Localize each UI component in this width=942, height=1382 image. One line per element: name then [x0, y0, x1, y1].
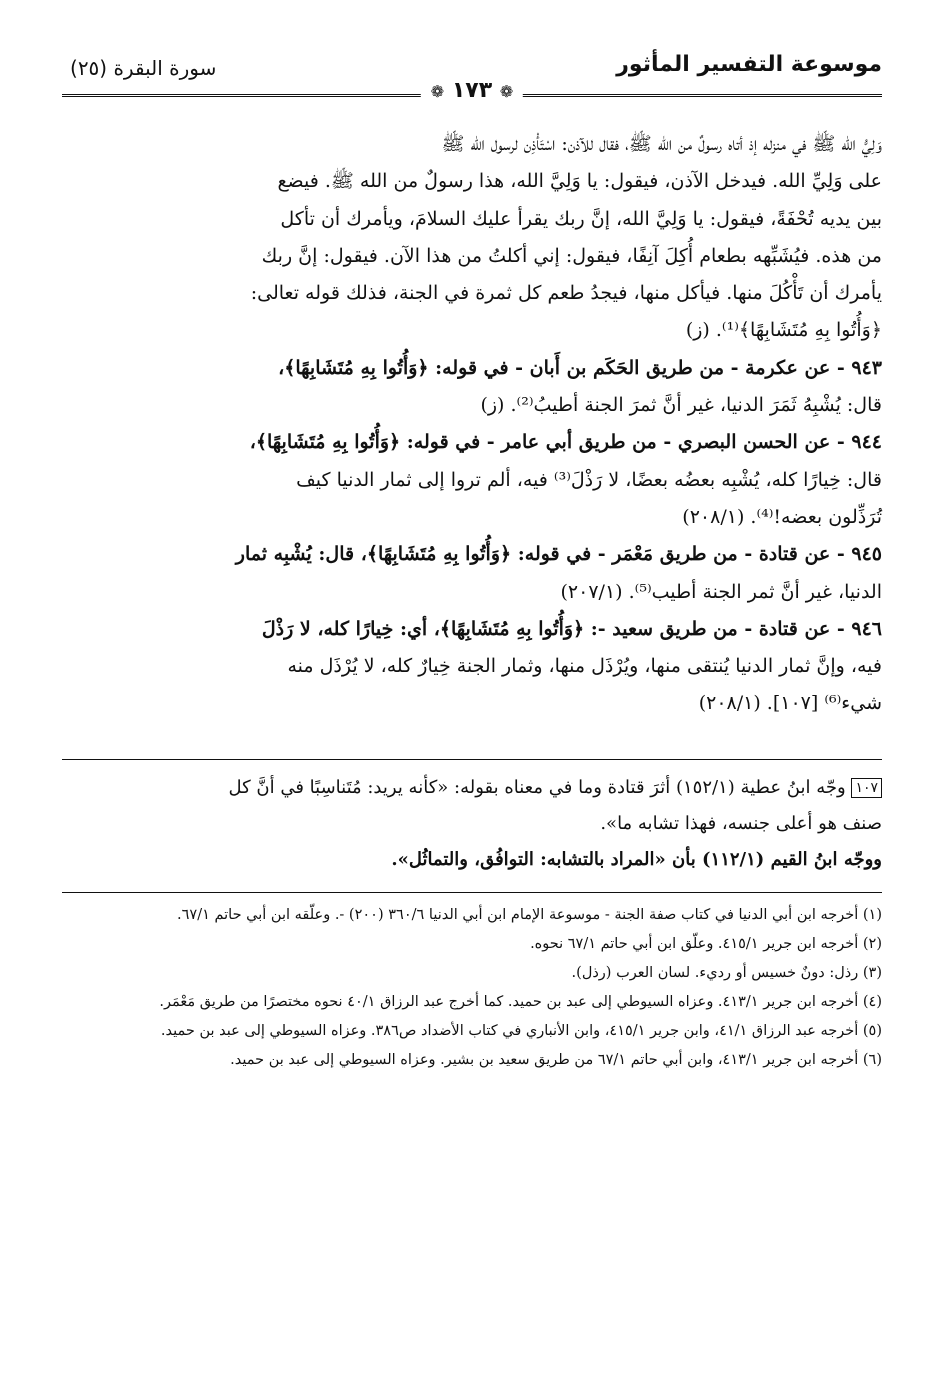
narration-944-line: ٩٤٤ - عن الحسن البصري - من طريق أبي عامر - في قوله: ﴿وَأُتُوا بِهِ مُتَشَابِهًا﴾،	[249, 431, 882, 454]
text-line: من هذه. فيُشَبِّهه بطعام أُكِلَ آنِفًا، فيقول: إني أكلتُ من هذا الآن. فيقول: إنَّ ربك	[261, 244, 882, 267]
text-line: تُرَذِّلون بعضه!⁽⁴⁾. (٢٠٨/١)	[682, 505, 882, 528]
footnotes-separator	[62, 892, 882, 893]
commentary-line: صنف هو أعلى جنسه، فهذا تشابه ما».	[600, 812, 882, 834]
ornament-icon: ❁	[430, 82, 445, 101]
text-line: فيه، وإنَّ ثمار الدنيا يُنتقى منها، ويُرْذَل منها، وثمار الجنة خِيارٌ كله، لا يُرْذَل منه	[287, 655, 882, 678]
footnote: (٥) أخرجه عبد الرزاق ٤١/١، وابن جرير ٤١٥/١، وابن الأنباري في كتاب الأضداد ص٣٨٦. وعزاه السيوطي إلى عبد بن حميد.	[160, 1022, 882, 1039]
main-text	[62, 126, 882, 723]
commentary-box-label: ١٠٧	[851, 778, 882, 798]
book-page	[62, 50, 882, 1075]
page-header	[62, 50, 882, 103]
text-line: قال: خِيارًا كله، يُشْبِه بعضُه بعضًا، لا رَذْلَ⁽³⁾ فيه، ألم تروا إلى ثمار الدنيا كيف	[296, 468, 882, 491]
page-number	[421, 78, 523, 103]
text-line: شيء⁽⁶⁾ [١٠٧]. (٢٠٨/١)	[698, 692, 882, 715]
surah-reference: سورة البقرة (٢٥)	[70, 56, 217, 80]
ornament-icon: ❁	[499, 82, 514, 101]
text-line: على وَلِيِّ الله. فيدخل الآذن، فيقول: يا وَلِيَّ الله، هذا رسولٌ من الله ﷺ. فيضع	[277, 170, 882, 193]
page-number-value: ١٧٣	[451, 78, 493, 103]
text-line: بين يديه تُحْفَةً، فيقول: يا وَلِيَّ الله، إنَّ ربك يقرأ عليك السلامَ، ويأمرك أن تأكل	[280, 207, 882, 230]
narration-946-line: ٩٤٦ - عن قتادة - من طريق سعيد -: ﴿وَأُتُوا بِهِ مُتَشَابِهًا﴾، أي: خِيارًا كله، لا رَذْلَ	[261, 617, 882, 640]
commentary-line	[62, 770, 882, 806]
text-line: يأمرك أن تَأْكُلَ منها. فيأكل منها، فيجدُ طعم كل ثمرة في الجنة، فذلك قوله تعالى:	[250, 282, 882, 305]
text-line: قال: يُشْبِهُ ثَمَرَ الدنيا، غير أنَّ ثمرَ الجنة أطيبُ⁽²⁾. (ز)	[480, 394, 882, 417]
narration-945-line: ٩٤٥ - عن قتادة - من طريق مَعْمَر - في قوله: ﴿وَأُتُوا بِهِ مُتَشَابِهًا﴾، قال: يُشْبِه ثمار	[235, 543, 882, 566]
footnote: (٢) أخرجه ابن جرير ٤١٥/١. وعلّق ابن أبي حاتم ٦٧/١ نحوه.	[530, 935, 882, 952]
footnotes	[62, 901, 882, 1075]
commentary-text: وجّه ابنُ عطية (١٥٢/١) أثرَ قتادة وما في معناه بقوله: «كأنه يريد: مُتَناسِبًا في أنَّ كل	[228, 776, 846, 798]
narration-943-line: ٩٤٣ - عن عكرمة - من طريق الحَكَم بن أَبان - في قوله: ﴿وَأُتُوا بِهِ مُتَشَابِهًا﴾،	[278, 356, 882, 379]
footnote: (٤) أخرجه ابن جرير ٤١٣/١. وعزاه السيوطي إلى عبد بن حميد. كما أخرج عبد الرزاق ٤٠/١ نحوه مختصرًا من طريق مَعْمَر.	[159, 993, 882, 1010]
book-title: موسوعة التفسير المأثور	[616, 52, 882, 77]
footnote: (٣) رذل: دونٌ خسيس أو رديء. لسان العرب (رذل).	[571, 964, 882, 981]
commentary-line: ووجّه ابنُ القيم (١١٢/١) بأن «المراد بالتشابه: التوافُق، والتماثُل».	[391, 848, 882, 870]
footnote: (١) أخرجه ابن أبي الدنيا في كتاب صفة الجنة - موسوعة الإمام ابن أبي الدنيا ٣٦٠/٦ (٢٠٠) -. وعلّقه ابن أبي حاتم ٦٧/١.	[177, 906, 882, 923]
footnote: (٦) أخرجه ابن جرير ٤١٣/١، وابن أبي حاتم ٦٧/١ من طريق سعيد بن بشير. وعزاه السيوطي إلى عبد بن حميد.	[230, 1051, 882, 1068]
text-line: وَلِيُّ الله ﷺ في منزله إذ أتاه رسولٌ من الله ﷺ، فقال للآذن: اسْتَأْذِن لرسول الله ﷺ	[441, 133, 882, 155]
text-line: ﴿وَأُتُوا بِهِ مُتَشَابِهًا﴾⁽¹⁾. (ز)	[685, 319, 882, 342]
commentary-separator	[62, 759, 882, 760]
text-line: الدنيا، غير أنَّ ثمر الجنة أطيب⁽⁵⁾. (٢٠٧/١)	[560, 580, 882, 603]
commentary-block	[62, 770, 882, 878]
